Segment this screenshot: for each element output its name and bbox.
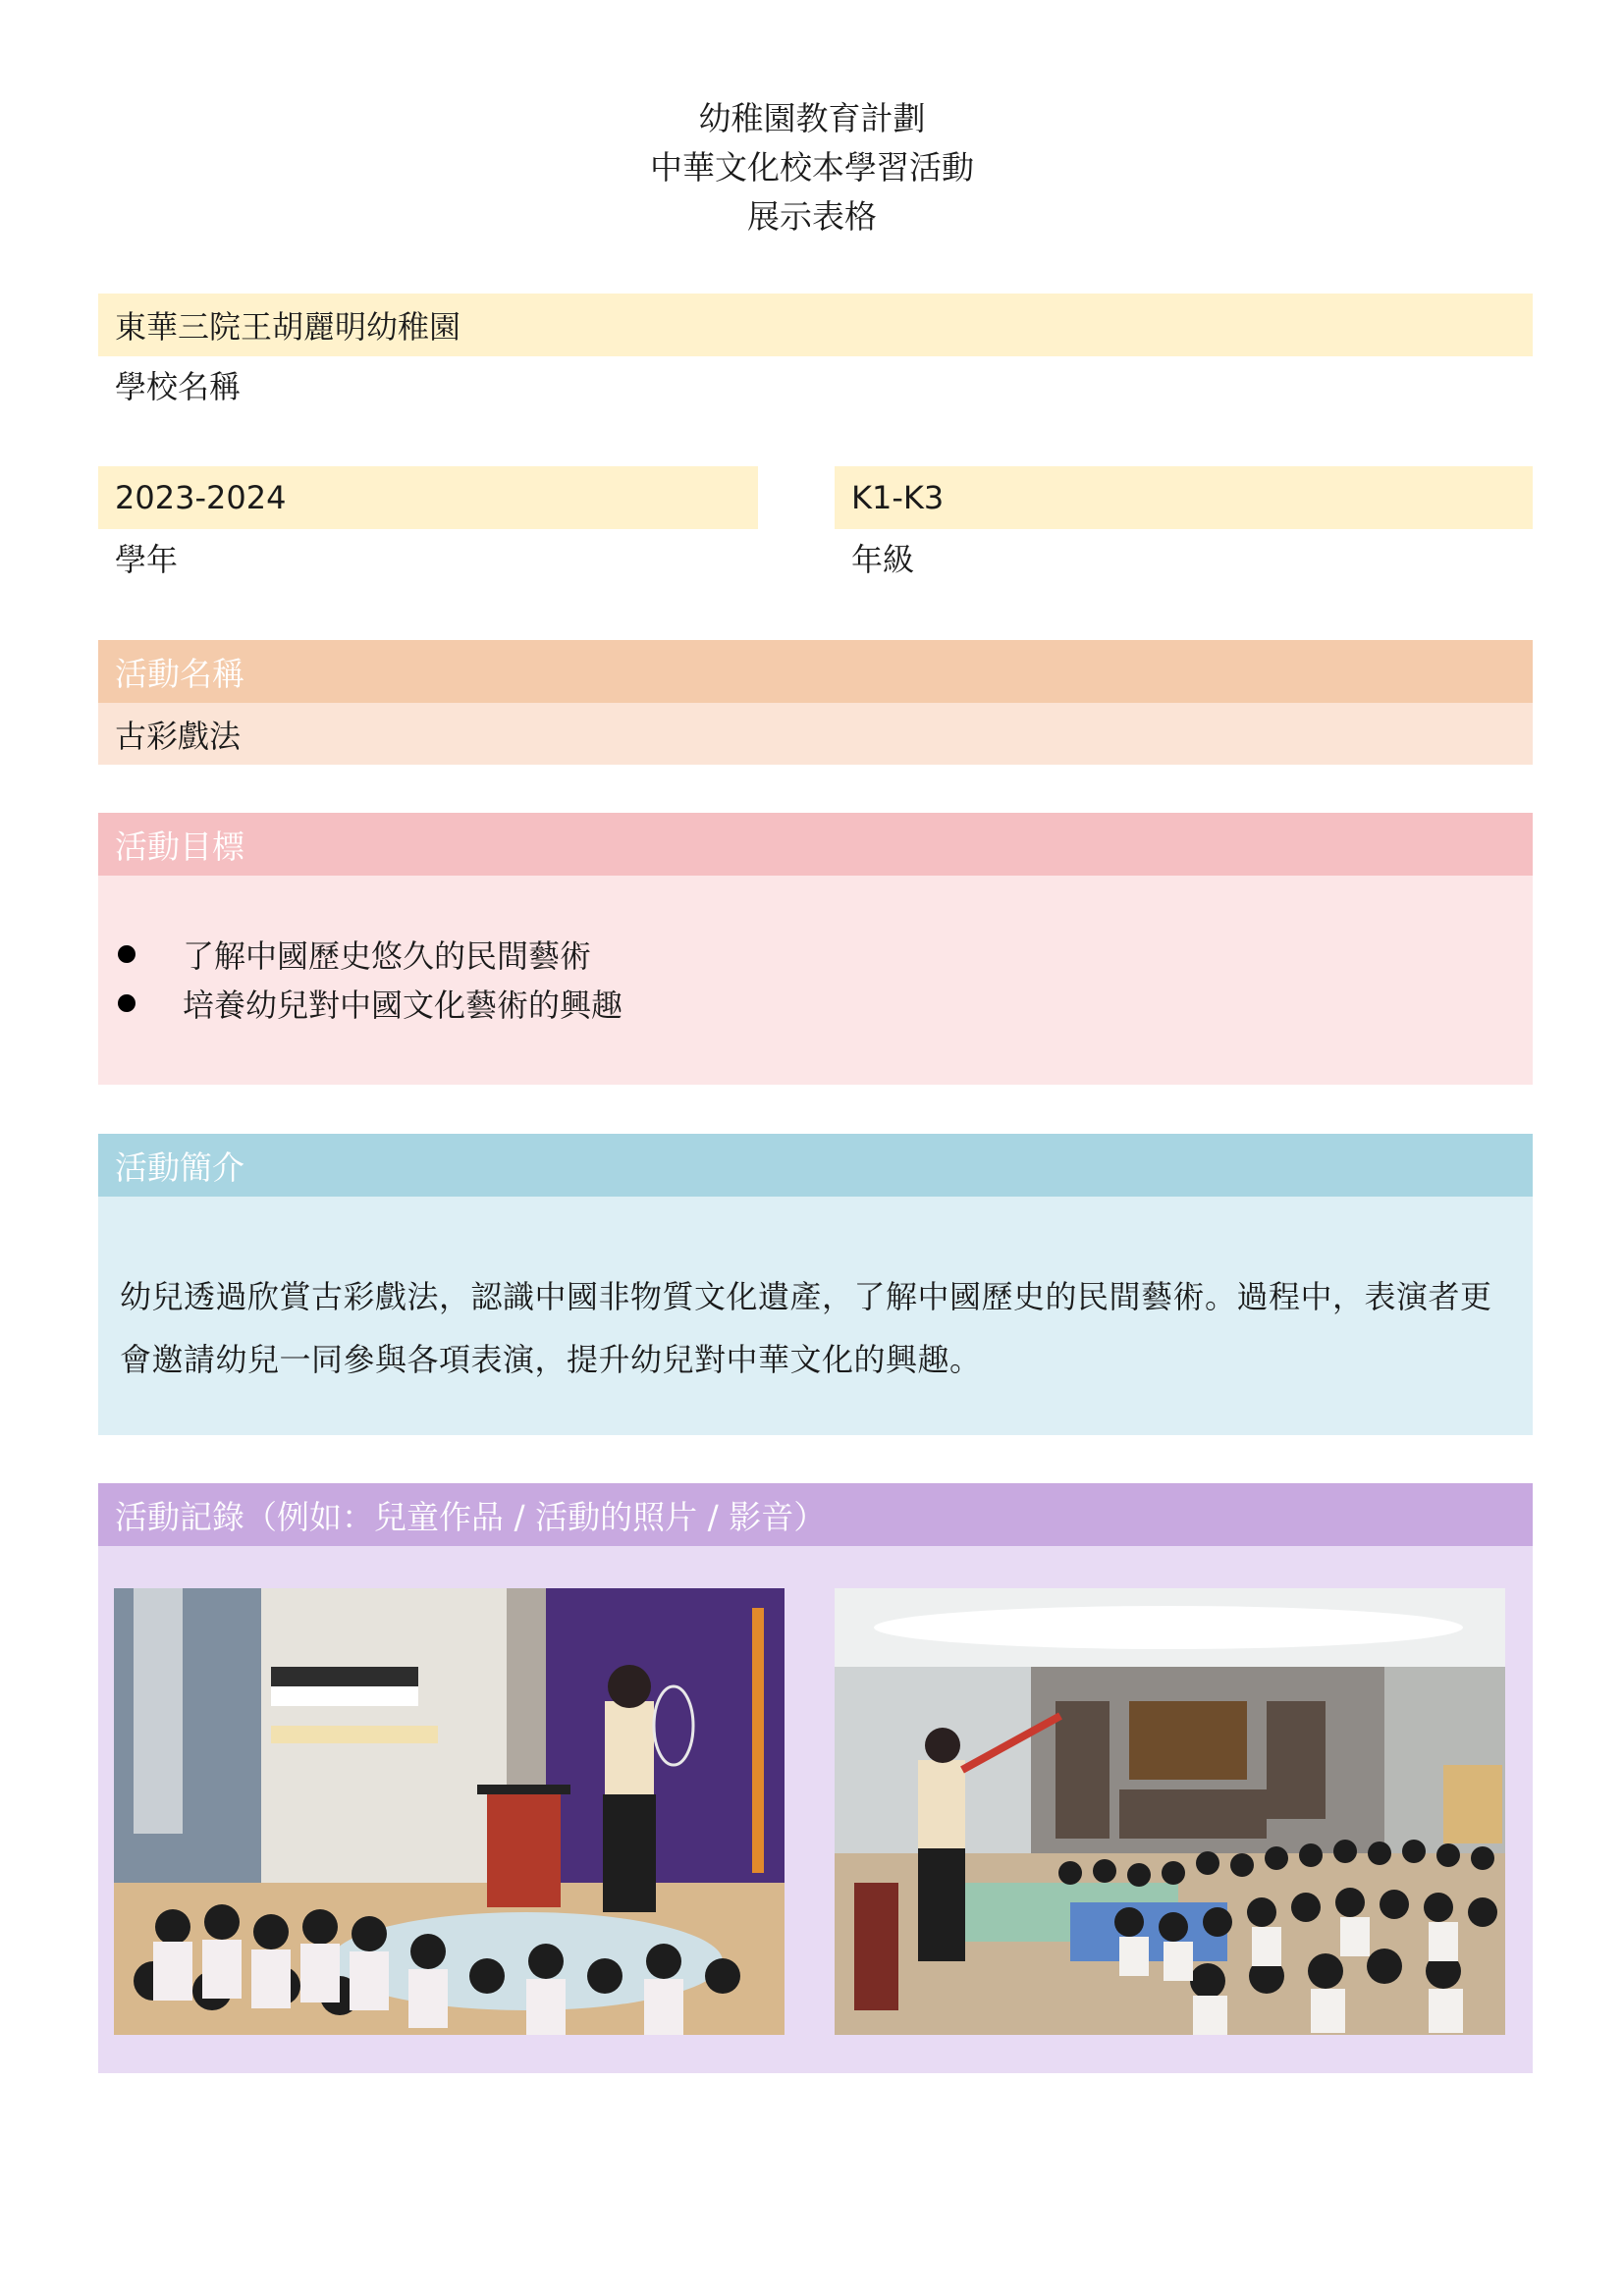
school-year-label: 學年	[115, 541, 179, 578]
bullet-icon	[118, 945, 135, 963]
school-name-value: 東華三院王胡麗明幼稚園	[115, 308, 461, 346]
school-year-value: 2023-2024	[115, 479, 287, 516]
activity-record-heading	[98, 1483, 1533, 1546]
activity-name-body	[98, 703, 1533, 765]
activity-goals-heading	[98, 813, 1533, 876]
grade-label: 年級	[851, 541, 915, 578]
activity-name-heading-text: 活動名稱	[115, 654, 244, 693]
activity-photo-2	[835, 1588, 1505, 2035]
goal-item	[118, 932, 591, 977]
activity-intro-text	[120, 1265, 1514, 1391]
grade-value: K1-K3	[851, 479, 945, 516]
goal-item	[118, 981, 623, 1026]
bullet-icon	[118, 994, 135, 1012]
activity-photo-1	[114, 1588, 785, 2035]
intro-line-2: 會邀請幼兒一同參與各項表演，提升幼兒對中華文化的興趣。	[120, 1341, 982, 1378]
document-title	[0, 94, 1624, 241]
school-name-label: 學校名稱	[115, 368, 242, 405]
title-line-1: 幼稚園教育計劃	[698, 99, 926, 137]
activity-intro-heading	[98, 1134, 1533, 1197]
grade-field	[835, 466, 1533, 529]
goal-item-text: 了解中國歷史悠久的民間藝術	[183, 937, 592, 975]
intro-line-1: 幼兒透過欣賞古彩戲法，認識中國非物質文化遺產，了解中國歷史的民間藝術。過程中，表演者更	[120, 1278, 1492, 1315]
school-year-field	[98, 466, 758, 529]
activity-name-value: 古彩戲法	[115, 717, 242, 755]
goal-item-text: 培養幼兒對中國文化藝術的興趣	[183, 987, 623, 1024]
activity-name-heading	[98, 640, 1533, 703]
title-line-2: 中華文化校本學習活動	[650, 148, 974, 187]
activity-intro-heading-text: 活動簡介	[115, 1148, 244, 1187]
activity-goals-heading-text: 活動目標	[115, 827, 244, 866]
activity-goals-body	[98, 876, 1533, 1085]
activity-intro-body	[98, 1197, 1533, 1435]
school-name-field	[98, 294, 1533, 356]
title-line-3: 展示表格	[747, 197, 877, 236]
activity-record-heading-text: 活動記錄（例如：兒童作品 / 活動的照片 / 影音）	[115, 1497, 827, 1536]
